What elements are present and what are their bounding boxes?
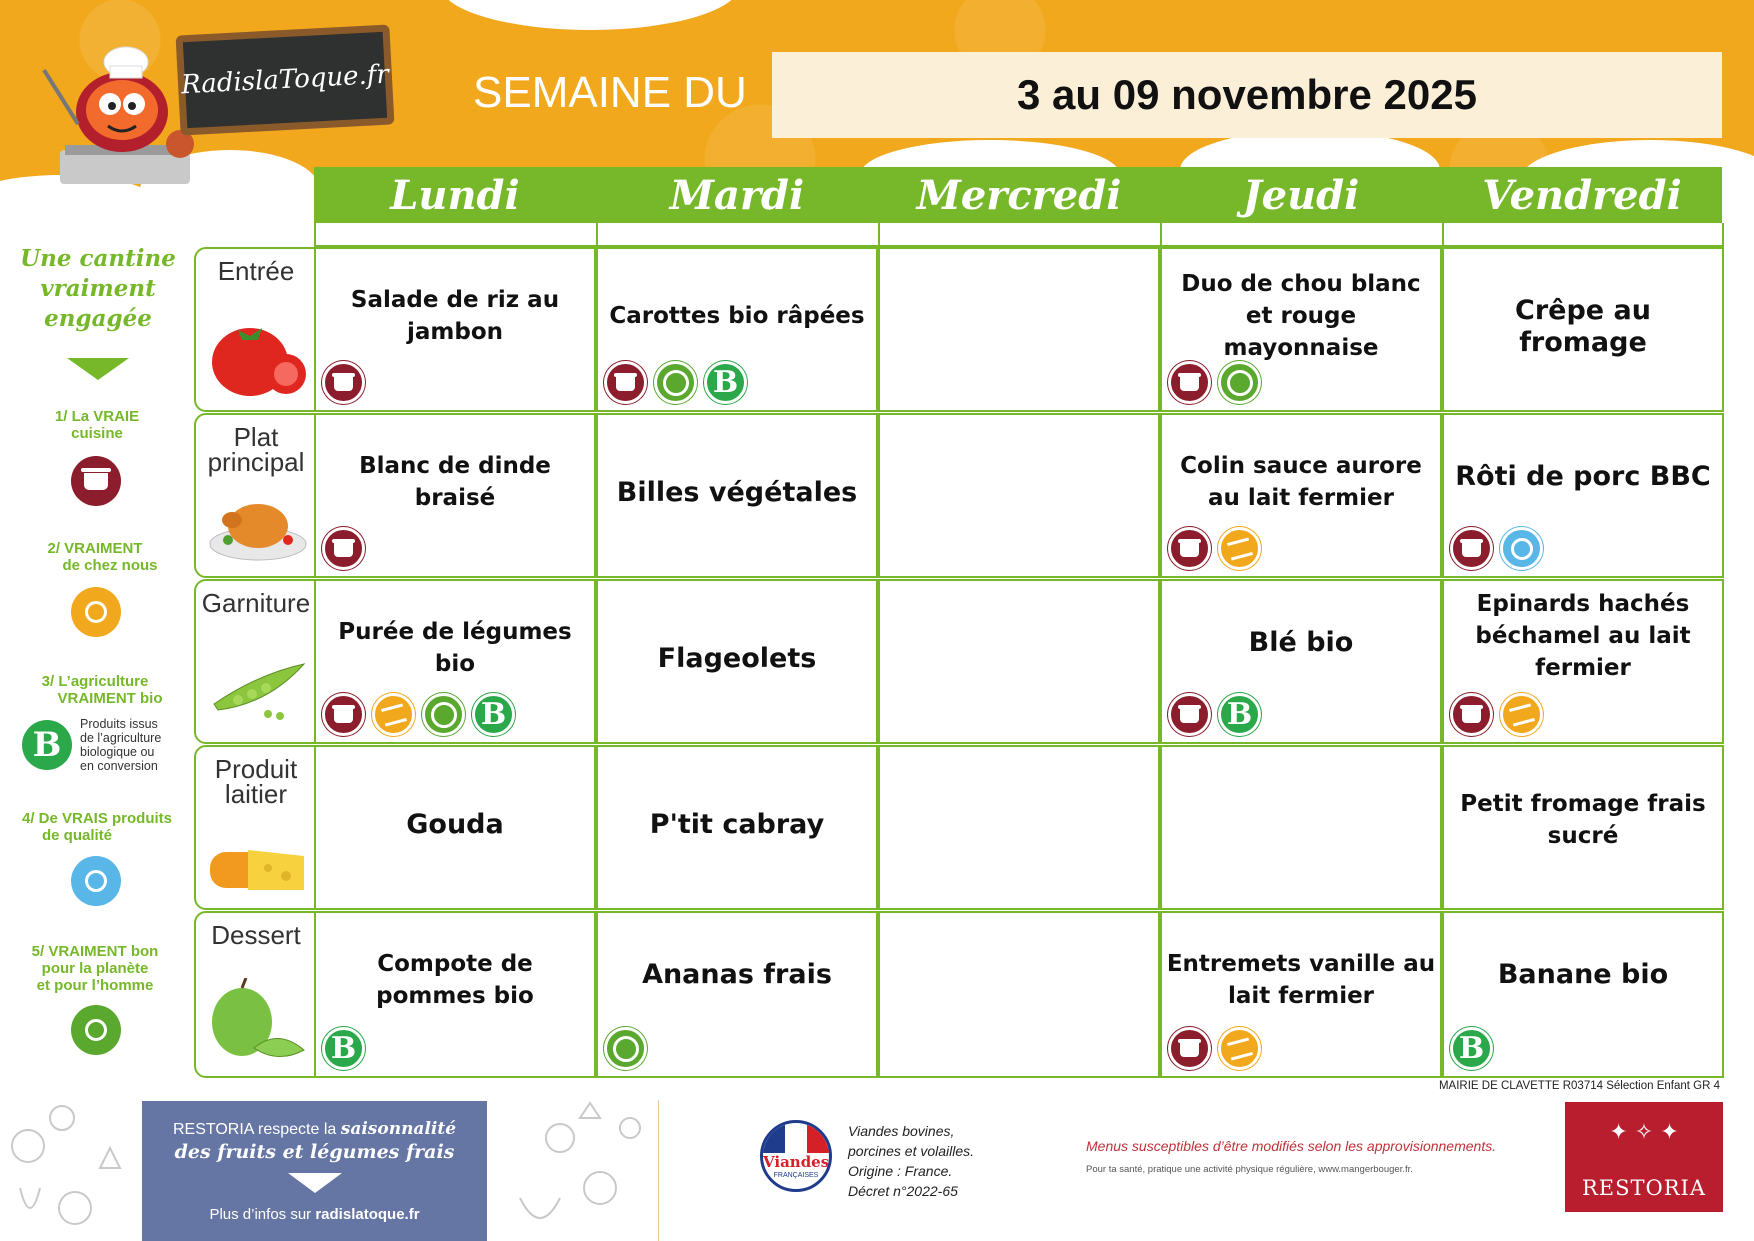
bio-note-line: biologique ou bbox=[80, 745, 155, 759]
day-spacer bbox=[314, 223, 598, 247]
menu-cell-laitier-mercredi bbox=[878, 745, 1160, 910]
engagement-item-label bbox=[2, 408, 192, 442]
menu-cell-dessert-mercredi bbox=[878, 911, 1160, 1078]
category-label: Produit laitier bbox=[214, 754, 298, 809]
menu-change-note: Menus susceptibles d’être modifiés selon les approvisionnements. bbox=[1086, 1138, 1497, 1154]
day-header-jeudi: Jeudi bbox=[1160, 167, 1444, 223]
dish-name: Petit fromage frais sucré bbox=[1460, 791, 1706, 849]
badge-list bbox=[604, 361, 747, 404]
badge-list bbox=[1450, 693, 1543, 736]
bio-note-line: de l’agriculture bbox=[80, 731, 162, 745]
badge-list bbox=[322, 1027, 365, 1070]
engagement-item-line: cuisine bbox=[71, 425, 123, 442]
flag-blue-stripe bbox=[763, 1123, 785, 1153]
bio-icon: B bbox=[322, 1027, 365, 1070]
menu-cell-garniture-mardi bbox=[596, 579, 878, 744]
seasonality-script: saisonnalité bbox=[340, 1119, 457, 1139]
bio-icon: B bbox=[1450, 1027, 1493, 1070]
menu-cell-dessert-mardi bbox=[596, 911, 878, 1078]
dish-name bbox=[884, 603, 1154, 693]
menu-cell-plat-vendredi bbox=[1442, 413, 1724, 578]
engagement-item-line: pour la planète bbox=[41, 960, 149, 977]
pot-icon bbox=[1168, 1027, 1211, 1070]
bio-icon: B bbox=[704, 361, 747, 404]
dish-name: Billes végétales bbox=[616, 477, 858, 508]
pot-icon bbox=[1168, 693, 1211, 736]
dish-name: Entremets vanille au lait fermier bbox=[1166, 951, 1436, 1009]
engagement-item-line: 2/ VRAIMENT bbox=[47, 540, 143, 557]
category-entree bbox=[194, 247, 316, 412]
pot-icon bbox=[322, 361, 365, 404]
pot-icon bbox=[322, 693, 365, 736]
engagement-title-line: Une cantine bbox=[20, 245, 176, 272]
farm-icon bbox=[372, 693, 415, 736]
badge-list bbox=[322, 361, 365, 404]
engagement-item-line: de chez nous bbox=[62, 557, 158, 574]
date-range: 3 au 09 novembre 2025 bbox=[772, 52, 1722, 138]
day-header-vendredi: Vendredi bbox=[1442, 167, 1724, 223]
viandes-logo-text: Viandes bbox=[763, 1153, 830, 1171]
dish-name: Duo de chou blanc et rouge mayonnaise bbox=[1181, 271, 1421, 361]
more-info-link[interactable]: radislatoque.fr bbox=[315, 1206, 420, 1223]
engagement-item-line: 4/ De VRAIS produits bbox=[21, 810, 173, 827]
bio-icon: B bbox=[22, 720, 72, 770]
badge-list bbox=[322, 527, 365, 570]
roast-chicken-illustration bbox=[208, 478, 308, 564]
footer-divider bbox=[658, 1100, 659, 1241]
dish-name: Gouda bbox=[406, 809, 504, 840]
down-arrow-icon bbox=[288, 1173, 342, 1193]
day-header-lundi: Lundi bbox=[314, 167, 598, 223]
day-header-mardi: Mardi bbox=[596, 167, 880, 223]
dish-name: Crêpe au fromage bbox=[1515, 295, 1651, 358]
meat-origin-line: Viandes bovines, bbox=[848, 1123, 955, 1139]
meat-origin-line: Décret n°2022-65 bbox=[848, 1183, 958, 1199]
category-label: Plat principal bbox=[207, 422, 305, 477]
farm-icon bbox=[71, 587, 121, 637]
farm-icon bbox=[1500, 693, 1543, 736]
day-spacer bbox=[1442, 223, 1724, 247]
category-garniture bbox=[194, 579, 316, 744]
menu-cell-plat-mercredi bbox=[878, 413, 1160, 578]
dish-name: Banane bio bbox=[1497, 959, 1669, 990]
dish-name: Epinards hachés béchamel au lait fermier bbox=[1475, 591, 1691, 681]
menu-cell-entree-lundi bbox=[314, 247, 596, 412]
engagement-title bbox=[10, 244, 186, 334]
menu-cell-garniture-jeudi bbox=[1160, 579, 1442, 744]
dish-name bbox=[1166, 769, 1436, 859]
pot-icon bbox=[1450, 693, 1493, 736]
pot-icon bbox=[1168, 361, 1211, 404]
globe-icon bbox=[604, 1027, 647, 1070]
badge-list bbox=[1450, 1027, 1493, 1070]
viandes-francaises-logo bbox=[760, 1120, 832, 1192]
dish-name bbox=[884, 935, 1154, 1025]
day-spacer bbox=[1160, 223, 1444, 247]
category-produit-laitier bbox=[194, 745, 316, 910]
dish-name: P'tit cabray bbox=[649, 809, 825, 840]
globe-icon bbox=[422, 693, 465, 736]
dish-name: Flageolets bbox=[657, 643, 817, 674]
engagement-item-line: VRAIMENT bio bbox=[57, 690, 163, 707]
menu-cell-garniture-lundi bbox=[314, 579, 596, 744]
bio-note-line: en conversion bbox=[80, 759, 158, 773]
engagement-title-line: engagée bbox=[44, 305, 152, 332]
globe-icon bbox=[1218, 361, 1261, 404]
menu-cell-entree-jeudi bbox=[1160, 247, 1442, 412]
tomato-illustration bbox=[208, 312, 308, 398]
dish-name bbox=[884, 437, 1154, 527]
category-label: Dessert bbox=[211, 920, 301, 950]
pot-icon bbox=[71, 456, 121, 506]
site-logo-board[interactable]: RadislaToque.fr bbox=[176, 24, 395, 135]
seasonality-line-1 bbox=[142, 1119, 487, 1139]
menu-cell-entree-vendredi bbox=[1442, 247, 1724, 412]
dish-name: Ananas frais bbox=[642, 959, 832, 990]
engagement-item-line: 5/ VRAIMENT bon bbox=[31, 943, 159, 960]
pot-icon bbox=[1168, 527, 1211, 570]
badge-list bbox=[1168, 1027, 1261, 1070]
dish-name: Carottes bio râpées bbox=[609, 303, 865, 329]
reference-text: MAIRIE DE CLAVETTE R03714 Sélection Enfant GR 4 bbox=[1438, 1080, 1720, 1092]
menu-cell-entree-mardi bbox=[596, 247, 878, 412]
engagement-item-line: de qualité bbox=[41, 827, 112, 844]
menu-cell-plat-mardi bbox=[596, 413, 878, 578]
engagement-item-line: 3/ L’agriculture bbox=[41, 673, 149, 690]
globe-icon bbox=[654, 361, 697, 404]
engagement-item-label bbox=[0, 540, 190, 574]
day-header-mercredi: Mercredi bbox=[878, 167, 1162, 223]
viandes-logo-subtext: FRANÇAISES bbox=[773, 1172, 819, 1179]
globe-icon bbox=[71, 1005, 121, 1055]
engagement-item-label bbox=[0, 673, 190, 707]
menu-cell-dessert-lundi bbox=[314, 911, 596, 1078]
farm-icon bbox=[1218, 527, 1261, 570]
day-spacer bbox=[878, 223, 1162, 247]
restoria-logo-emblem: ✦ ✧ ✦ bbox=[1609, 1120, 1679, 1145]
meat-origin-text bbox=[848, 1121, 974, 1201]
menu-cell-dessert-jeudi bbox=[1160, 911, 1442, 1078]
menu-cell-laitier-vendredi bbox=[1442, 745, 1724, 910]
day-spacer bbox=[596, 223, 880, 247]
dish-name: Colin sauce aurore au lait fermier bbox=[1180, 453, 1422, 511]
badge-list bbox=[1168, 693, 1261, 736]
category-label: Entrée bbox=[217, 256, 295, 286]
menu-cell-laitier-mardi bbox=[596, 745, 878, 910]
dish-name bbox=[884, 271, 1154, 361]
bio-icon: B bbox=[472, 693, 515, 736]
farm-icon bbox=[1218, 1027, 1261, 1070]
engagement-item-line: 1/ La VRAIE bbox=[54, 408, 140, 425]
quality-icon bbox=[71, 856, 121, 906]
quality-icon bbox=[1500, 527, 1543, 570]
restoria-logo bbox=[1565, 1102, 1723, 1212]
menu-cell-laitier-jeudi bbox=[1160, 745, 1442, 910]
week-label: SEMAINE DU bbox=[473, 68, 747, 117]
flag-red-stripe bbox=[807, 1123, 829, 1153]
meat-origin-line: porcines et volailles. bbox=[848, 1143, 975, 1159]
badge-list bbox=[1450, 527, 1543, 570]
dish-name: Rôti de porc BBC bbox=[1455, 461, 1711, 492]
seasonality-line-2: des fruits et légumes frais bbox=[174, 1141, 455, 1163]
badge-list bbox=[1168, 361, 1261, 404]
down-arrow-icon bbox=[67, 358, 129, 380]
peas-illustration bbox=[208, 644, 308, 730]
cheese-illustration bbox=[208, 810, 308, 896]
engagement-title-line: vraiment bbox=[40, 275, 156, 302]
dish-name: Compote de pommes bio bbox=[376, 951, 534, 1009]
category-label: Garniture bbox=[201, 588, 311, 618]
category-plat-principal bbox=[194, 413, 316, 578]
menu-cell-entree-mercredi bbox=[878, 247, 1160, 412]
apple-illustration bbox=[208, 978, 308, 1064]
bio-note-line: Produits issus bbox=[80, 717, 158, 731]
menu-cell-plat-jeudi bbox=[1160, 413, 1442, 578]
more-info-prefix: Plus d’infos sur bbox=[209, 1206, 312, 1223]
badge-list bbox=[322, 693, 515, 736]
pot-icon bbox=[604, 361, 647, 404]
dish-name: Blanc de dinde braisé bbox=[359, 453, 551, 511]
menu-cell-laitier-lundi bbox=[314, 745, 596, 910]
chef-mascot-illustration bbox=[30, 40, 200, 190]
badge-list bbox=[604, 1027, 647, 1070]
bio-note bbox=[80, 717, 190, 773]
bio-icon: B bbox=[1218, 693, 1261, 736]
health-note: Pour ta santé, pratique une activité physique régulière, www.mangerbouger.fr. bbox=[1086, 1164, 1413, 1175]
menu-cell-garniture-mercredi bbox=[878, 579, 1160, 744]
engagement-item-line: et pour l’homme bbox=[36, 977, 154, 994]
seasonality-prefix: RESTORIA respecte la bbox=[172, 1121, 337, 1138]
engagement-item-label bbox=[0, 943, 190, 994]
pot-icon bbox=[1450, 527, 1493, 570]
engagement-item-label bbox=[2, 810, 192, 844]
pot-icon bbox=[322, 527, 365, 570]
category-dessert bbox=[194, 911, 316, 1078]
menu-cell-garniture-vendredi bbox=[1442, 579, 1724, 744]
dish-name: Purée de légumes bio bbox=[338, 619, 572, 677]
menu-cell-dessert-vendredi bbox=[1442, 911, 1724, 1078]
dish-name: Blé bio bbox=[1248, 627, 1354, 658]
meat-origin-line: Origine : France. bbox=[848, 1163, 953, 1179]
seasonality-line-3 bbox=[142, 1206, 487, 1223]
dish-name bbox=[884, 769, 1154, 859]
dish-name: Salade de riz au jambon bbox=[350, 287, 560, 345]
badge-list bbox=[1168, 527, 1261, 570]
restoria-logo-text: RESTORIA bbox=[1581, 1176, 1707, 1200]
menu-cell-plat-lundi bbox=[314, 413, 596, 578]
seasonality-panel bbox=[142, 1101, 487, 1241]
